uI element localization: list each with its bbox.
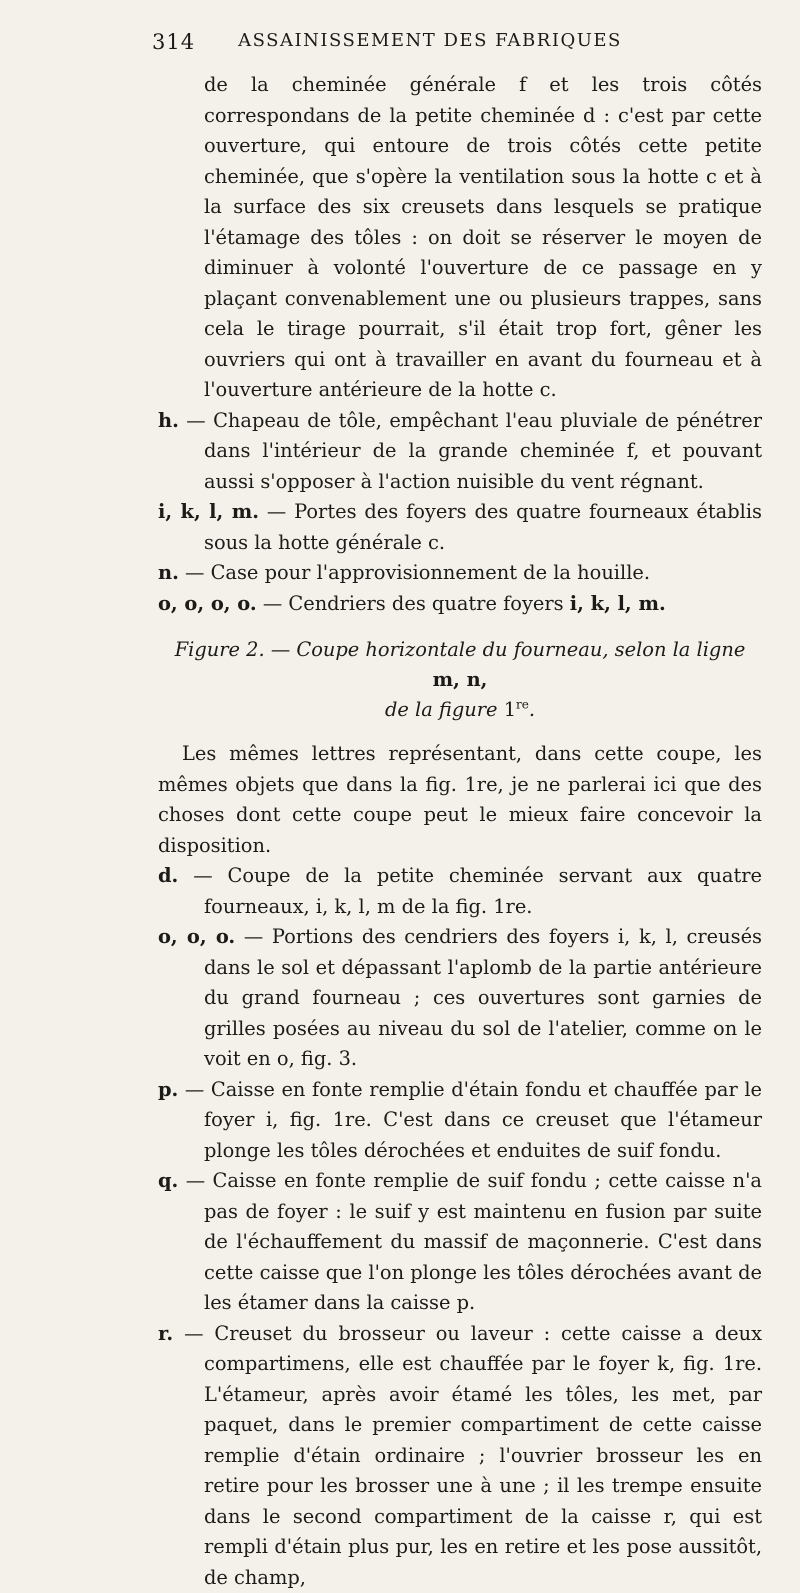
legend-entry-n (158, 558, 762, 589)
figure-caption (158, 635, 762, 725)
legend-entry-oooo (158, 589, 762, 620)
entry-text: — Portes des foyers des quatre fourneaux établis sous la hotte générale c. (204, 500, 762, 554)
caption-dash: — (265, 638, 297, 661)
caption-line-2: de la figure 1re. (158, 695, 762, 725)
entry-label: o, o, o, o. (158, 592, 257, 615)
entry-label: i, k, l, m. (158, 500, 259, 523)
running-title: ASSAINISSEMENT DES FABRIQUES (150, 30, 710, 51)
page-number: 314 (152, 30, 195, 54)
entry-label: o, o, o. (158, 925, 235, 948)
entry-label: r. (158, 1322, 173, 1345)
caption-line-1 (158, 635, 762, 695)
continued-paragraph: de la cheminée générale f et les trois côtés correspondans de la petite cheminée d : c'est par cette ouverture, qui entoure de trois côtés cette petite cheminée, que s'opère la ventilation sous la hotte c et à la surface des six creusets dans lesquels se pratique l'étamage des tôles : on doit se réserver le moyen de diminuer à volonté l'ouverture de ce passage en y plaçant convenablement une ou plusieurs trappes, sans cela le tirage pourrait, s'il était trop fort, gêner les ouvriers qui ont à travailler en avant du fourneau et à l'ouverture antérieure de la hotte c. (158, 70, 762, 406)
caption-letters: m, n, (433, 668, 488, 691)
legend-entry-p (158, 1075, 762, 1167)
section-intro: Les mêmes lettres représentant, dans cette coupe, les mêmes objets que dans la fig. 1re, je ne parlerai ici que des choses dont cette coupe peut le mieux faire concevoir la disposition. (158, 739, 762, 861)
caption-title: Coupe horizontale du fourneau, selon la ligne (296, 638, 745, 661)
legend-entry-h (158, 406, 762, 498)
entry-text: — Cendriers des quatre foyers (263, 592, 564, 615)
entry-text: — Caisse en fonte remplie d'étain fondu et chauffée par le foyer i, fig. 1re. C'est dans ce creuset que l'étameur plonge les tôles dérochées et enduites de suif fondu. (185, 1078, 762, 1162)
legend-entry-q (158, 1166, 762, 1319)
entry-text: — Portions des cendriers des foyers i, k, l, creusés dans le sol et dépassant l'aplomb de la partie antérieure du grand fourneau ; ces ouvertures sont garnies de grilles posées au niveau du sol de l'atelier, comme on le voit en o, fig. 3. (204, 925, 762, 1070)
entry-text: — Case pour l'approvisionnement de la houille. (185, 561, 650, 584)
entry-label: d. (158, 864, 178, 887)
legend-entry-ooo (158, 922, 762, 1075)
legend-entry-r (158, 1319, 762, 1593)
caption-dot: . (529, 698, 535, 721)
legend-entry-iklm (158, 497, 762, 558)
entry-label: p. (158, 1078, 178, 1101)
caption-sup: re (516, 698, 529, 712)
entry-label: n. (158, 561, 179, 584)
entry-refs: i, k, l, m. (570, 592, 666, 615)
entry-label: q. (158, 1169, 178, 1192)
caption-figure: Figure 2. (175, 638, 265, 661)
entry-text: — Creuset du brosseur ou laveur : cette caisse a deux compartimens, elle est chauffée par le foyer k, fig. 1re. L'étameur, après avoir étamé les tôles, les met, par paquet, dans le premier compartiment de cette caisse remplie d'étain ordinaire ; l'ouvrier brosseur les en retire pour les brosser une à une ; il les trempe ensuite dans le second compartiment de la caisse r, qui est rempli d'étain plus pur, les en retire et les pose aussitôt, de champ, (184, 1322, 762, 1589)
page-header (150, 30, 710, 60)
legend-entry-d (158, 861, 762, 922)
page-body (158, 70, 762, 1593)
entry-text: — Caisse en fonte remplie de suif fondu ; cette caisse n'a pas de foyer : le suif y est maintenu en fusion par suite de l'échauffement du massif de maçonnerie. C'est dans cette caisse que l'on plonge les tôles dérochées avant de les étamer dans la caisse p. (186, 1169, 762, 1314)
entry-label: h. (158, 409, 179, 432)
entry-text: — Coupe de la petite cheminée servant aux quatre fourneaux, i, k, l, m de la fig. 1re. (193, 864, 762, 918)
entry-text: — Chapeau de tôle, empêchant l'eau pluviale de pénétrer dans l'intérieur de la grande cheminée f, et pouvant aussi s'opposer à l'action nuisible du vent régnant. (186, 409, 762, 493)
caption-line2: de la figure (385, 698, 498, 721)
